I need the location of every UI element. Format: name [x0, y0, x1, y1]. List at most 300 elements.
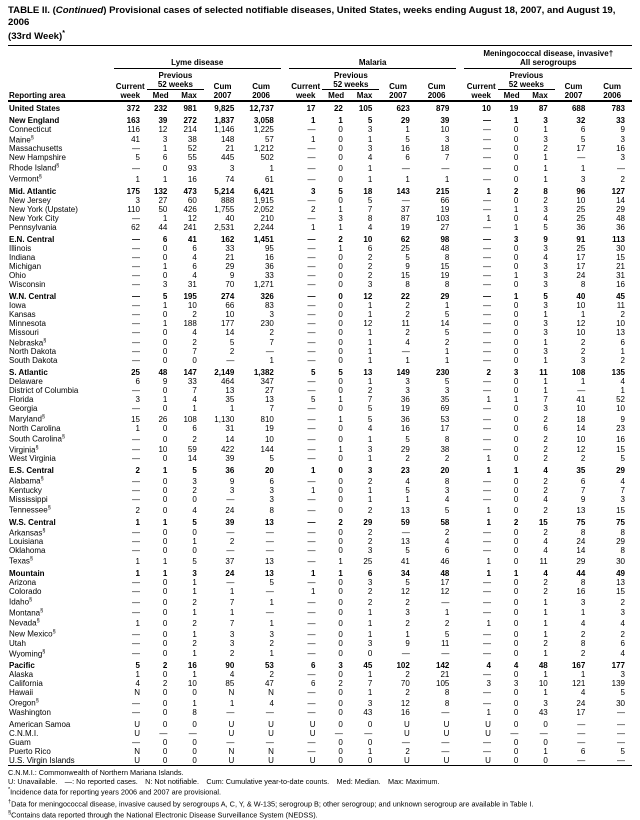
value-cell: 10: [363, 234, 373, 244]
column-gap: [456, 101, 464, 113]
value-cell: 3: [444, 485, 450, 495]
value-cell: 1: [192, 577, 197, 587]
value-cell: 1: [367, 377, 373, 387]
value-cell: —: [226, 494, 235, 504]
column-gap: [456, 214, 464, 223]
value-cell: 0: [513, 356, 519, 366]
table-row: [8, 555, 632, 566]
value-cell: —: [188, 728, 197, 738]
value-cell: 0: [513, 688, 519, 698]
value-cell: —: [131, 318, 140, 328]
value-cell: 7: [269, 404, 274, 414]
value-cell: 0: [338, 309, 343, 319]
value-cell: 17: [576, 261, 586, 271]
value-cell: 2: [543, 144, 548, 154]
value-cell: 66: [225, 300, 235, 310]
value-cell: 0: [367, 719, 373, 729]
column-gap: [281, 262, 289, 271]
value-cell: 144: [260, 445, 274, 455]
reporting-area-cell: South Carolina§: [9, 433, 65, 444]
value-cell: 1: [486, 707, 491, 717]
value-cell: —: [226, 707, 235, 717]
column-gap: [456, 144, 464, 153]
value-cell: 16: [187, 661, 197, 671]
reporting-area-cell: Illinois: [9, 243, 32, 253]
value-cell: 1: [543, 174, 548, 184]
nedss-marker: §: [40, 476, 44, 483]
value-cell: 6: [269, 476, 274, 486]
value-cell: 1: [192, 404, 197, 414]
value-cell: —: [482, 300, 491, 310]
value-cell: 9: [620, 124, 625, 134]
value-cell: 13: [264, 395, 274, 405]
table-row: [8, 587, 632, 596]
value-cell: 1: [229, 586, 235, 596]
value-cell: 16: [576, 586, 586, 596]
value-cell: 3: [620, 608, 625, 618]
value-cell: 1: [367, 327, 373, 337]
value-cell: 75: [576, 517, 586, 527]
value-cell: —: [482, 234, 491, 244]
value-cell: 2: [543, 476, 548, 486]
value-cell: —: [617, 164, 625, 173]
value-cell: 502: [260, 153, 274, 163]
value-cell: —: [131, 386, 140, 396]
value-cell: 103: [436, 213, 450, 223]
value-cell: 0: [513, 423, 519, 433]
table-row: [8, 738, 632, 747]
value-cell: 1: [338, 115, 343, 125]
value-cell: 19: [264, 423, 274, 433]
value-cell: 62: [131, 222, 140, 232]
value-cell: 4: [580, 618, 586, 628]
value-cell: 1: [162, 261, 168, 271]
value-cell: 6: [444, 546, 450, 556]
column-gap: [281, 319, 289, 328]
value-cell: 1: [444, 608, 450, 618]
value-cell: —: [482, 577, 491, 587]
column-gap: [456, 253, 464, 262]
value-cell: 7: [229, 618, 235, 628]
value-cell: 0: [162, 347, 168, 357]
nedss-marker: §: [29, 556, 33, 563]
value-cell: —: [131, 649, 140, 659]
value-cell: —: [265, 707, 274, 717]
column-gap: [456, 679, 464, 688]
value-cell: 20: [264, 466, 274, 476]
value-cell: —: [482, 586, 491, 596]
value-cell: N: [228, 688, 235, 698]
value-cell: 0: [338, 195, 343, 205]
value-cell: 4: [269, 698, 274, 708]
value-cell: 2: [543, 577, 548, 587]
table-row: [8, 232, 632, 244]
value-cell: 0: [513, 577, 519, 587]
value-cell: 5: [229, 338, 235, 348]
value-cell: 0: [338, 454, 343, 464]
value-cell: 12: [400, 698, 410, 708]
value-cell: 59: [187, 445, 197, 455]
value-cell: 61: [264, 174, 274, 184]
value-cell: 5: [620, 688, 625, 698]
value-cell: 87: [538, 103, 548, 113]
column-gap: [456, 697, 464, 708]
value-cell: —: [131, 494, 140, 504]
nedss-marker: §: [40, 607, 44, 614]
value-cell: 1: [444, 347, 450, 357]
value-cell: 5: [311, 395, 316, 405]
value-cell: 53: [264, 661, 274, 671]
value-cell: 2: [543, 586, 548, 596]
value-cell: 5: [367, 404, 373, 414]
value-cell: 0: [513, 174, 519, 184]
column-gap: [281, 566, 289, 578]
value-cell: 0: [162, 476, 168, 486]
table-row: [8, 310, 632, 319]
column-gap: [456, 596, 464, 607]
value-cell: 0: [192, 746, 197, 756]
value-cell: 1: [543, 309, 548, 319]
value-cell: —: [307, 517, 316, 527]
reporting-area-cell: U.S. Virgin Islands: [9, 755, 75, 765]
value-cell: 6: [367, 243, 373, 253]
value-cell: —: [307, 528, 316, 538]
value-cell: 2: [311, 204, 316, 214]
header-line: 2007: [564, 90, 583, 100]
value-cell: 17: [306, 103, 316, 113]
value-cell: 1: [367, 174, 373, 184]
value-cell: 3: [311, 186, 316, 196]
column-gap: [281, 596, 289, 607]
table-row: [8, 413, 632, 424]
value-cell: 23: [400, 466, 410, 476]
value-cell: 102: [396, 661, 410, 671]
value-cell: 10: [482, 103, 491, 113]
table-row: [8, 463, 632, 475]
value-cell: 230: [436, 368, 450, 378]
value-cell: 2: [405, 454, 410, 464]
title-part1: TABLE II. (: [8, 5, 56, 16]
value-cell: 8: [444, 252, 450, 262]
value-cell: 3: [269, 485, 274, 495]
value-cell: 10: [576, 327, 586, 337]
table-row: [8, 546, 632, 555]
title-divider-rule: [8, 45, 632, 46]
value-cell: 3: [543, 279, 548, 289]
table-row: [8, 527, 632, 538]
value-cell: 3: [444, 135, 450, 145]
value-cell: —: [482, 537, 491, 547]
table-row: [8, 578, 632, 587]
value-cell: —: [307, 556, 316, 566]
value-cell: 0: [192, 546, 197, 556]
value-cell: 5: [192, 517, 197, 527]
value-cell: 12: [187, 213, 197, 223]
value-cell: —: [131, 577, 140, 587]
value-cell: —: [307, 434, 316, 444]
value-cell: 10: [576, 195, 586, 205]
column-gap: [281, 555, 289, 566]
value-cell: 5: [162, 291, 168, 301]
value-cell: 473: [183, 186, 197, 196]
value-cell: 9: [162, 377, 168, 387]
footnote-marker: †: [8, 798, 12, 805]
value-cell: 1: [338, 414, 343, 424]
table-row: [8, 639, 632, 648]
column-gap: [281, 628, 289, 639]
column-gap: [281, 205, 289, 214]
value-cell: 11: [539, 556, 548, 566]
value-cell: 1: [513, 204, 519, 214]
value-cell: —: [307, 377, 316, 387]
value-cell: 0: [513, 164, 519, 173]
value-cell: 0: [162, 670, 168, 680]
value-cell: —: [482, 698, 491, 708]
header-line: Cum: [427, 81, 446, 91]
value-cell: 2: [367, 505, 373, 515]
value-cell: 8: [580, 638, 586, 648]
value-cell: —: [482, 414, 491, 424]
value-cell: U: [228, 728, 235, 738]
value-cell: 3: [513, 368, 519, 378]
reporting-area-cell: Guam: [9, 737, 31, 747]
value-cell: 6: [580, 124, 586, 134]
value-cell: 464: [220, 377, 235, 387]
value-cell: —: [441, 649, 450, 659]
value-cell: 0: [338, 144, 343, 154]
value-cell: 1: [486, 454, 491, 464]
value-cell: U: [443, 719, 450, 729]
header-line: 52 weeks: [333, 79, 369, 89]
value-cell: 3: [580, 356, 586, 366]
value-cell: 2: [620, 309, 625, 319]
value-cell: 29: [616, 466, 625, 476]
nedss-marker: §: [61, 433, 65, 440]
value-cell: 3: [513, 234, 519, 244]
header-line: 2006: [603, 90, 622, 100]
value-cell: N: [268, 746, 274, 756]
value-cell: 2: [229, 649, 235, 659]
value-cell: 2: [229, 347, 235, 357]
col-header-max: Max: [525, 89, 554, 101]
column-gap: [281, 223, 289, 232]
reporting-area-cell: Kentucky: [9, 485, 42, 495]
reporting-area-cell: Pacific: [9, 661, 35, 671]
value-cell: U: [228, 755, 235, 765]
value-cell: —: [482, 174, 491, 184]
value-cell: 215: [436, 186, 450, 196]
value-cell: 70: [400, 679, 410, 689]
group-title-line1: Meningococcal disease, invasive†: [483, 48, 614, 58]
value-cell: 8: [444, 698, 450, 708]
value-cell: 347: [260, 377, 274, 387]
column-gap: [281, 328, 289, 337]
value-cell: 52: [187, 144, 197, 154]
table-row: [8, 271, 632, 280]
value-cell: 0: [513, 638, 519, 648]
value-cell: 47: [264, 679, 274, 689]
value-cell: 10: [225, 309, 235, 319]
column-gap: [281, 433, 289, 444]
value-cell: 0: [513, 318, 519, 328]
value-cell: 21: [616, 261, 625, 271]
value-cell: 0: [338, 434, 343, 444]
value-cell: —: [226, 528, 235, 538]
value-cell: 48: [440, 568, 450, 578]
column-gap: [281, 679, 289, 688]
value-cell: —: [159, 728, 168, 738]
value-cell: 1: [162, 213, 168, 223]
reporting-area-cell: West Virginia: [9, 454, 56, 464]
table-row: [8, 688, 632, 697]
reporting-area-cell: C.N.M.I.: [9, 728, 39, 738]
value-cell: —: [131, 279, 140, 289]
value-cell: 8: [269, 505, 274, 515]
value-cell: 121: [571, 679, 586, 689]
value-cell: 0: [338, 404, 343, 414]
value-cell: —: [482, 164, 491, 173]
value-cell: 0: [338, 318, 343, 328]
column-gap: [456, 289, 464, 301]
value-cell: —: [482, 445, 491, 455]
value-cell: 4: [543, 466, 548, 476]
value-cell: 0: [162, 597, 168, 607]
value-cell: 274: [220, 291, 235, 301]
value-cell: 15: [131, 414, 140, 424]
value-cell: —: [577, 728, 586, 738]
value-cell: 1: [444, 356, 450, 366]
value-cell: 5: [311, 368, 316, 378]
value-cell: 108: [183, 414, 197, 424]
column-gap: [456, 717, 464, 729]
column-gap: [281, 697, 289, 708]
column-gap: [281, 162, 289, 173]
column-gap: [456, 537, 464, 546]
value-cell: 1: [513, 115, 519, 125]
value-cell: 58: [440, 517, 450, 527]
value-cell: 0: [162, 505, 168, 515]
table-row: [8, 708, 632, 717]
value-cell: 4: [192, 327, 197, 337]
value-cell: 688: [571, 103, 586, 113]
value-cell: 1: [444, 174, 450, 184]
header-line: Current: [291, 81, 321, 91]
value-cell: 195: [183, 291, 197, 301]
value-cell: 2: [405, 327, 410, 337]
value-cell: 0: [338, 261, 343, 271]
value-cell: 53: [440, 414, 450, 424]
table-row: [8, 365, 632, 377]
table-row: [8, 173, 632, 184]
value-cell: 3: [367, 577, 373, 587]
column-gap: [281, 537, 289, 546]
column-gap: [281, 546, 289, 555]
value-cell: 0: [192, 494, 197, 504]
value-cell: 5: [338, 186, 343, 196]
value-cell: 5: [620, 454, 625, 464]
value-cell: —: [482, 629, 491, 639]
reporting-area-cell: Florida: [9, 395, 34, 405]
value-cell: 2: [192, 434, 197, 444]
value-cell: 10: [158, 445, 168, 455]
value-cell: 4: [367, 222, 373, 232]
group-header-meningococcal: [464, 49, 632, 69]
value-cell: 2: [580, 454, 586, 464]
value-cell: 5: [192, 466, 197, 476]
table-body: [8, 101, 632, 766]
value-cell: 2: [405, 309, 410, 319]
value-cell: 1: [162, 466, 168, 476]
value-cell: 6: [311, 679, 316, 689]
value-cell: 0: [513, 327, 519, 337]
value-cell: 1: [367, 494, 373, 504]
value-cell: 1: [580, 309, 586, 319]
value-cell: —: [131, 234, 140, 244]
value-cell: 4: [367, 153, 373, 163]
value-cell: —: [482, 135, 491, 145]
value-cell: 0: [192, 356, 197, 366]
col-header-current-week: [114, 68, 147, 101]
value-cell: 2: [192, 618, 197, 628]
value-cell: —: [307, 279, 316, 289]
table-row: [8, 301, 632, 310]
value-cell: 1: [367, 688, 373, 698]
value-cell: 4: [367, 423, 373, 433]
value-cell: U: [309, 719, 316, 729]
value-cell: 10: [576, 404, 586, 414]
value-cell: 5: [543, 291, 548, 301]
value-cell: 1: [367, 300, 373, 310]
value-cell: —: [307, 291, 316, 301]
column-gap: [456, 566, 464, 578]
value-cell: 810: [260, 414, 274, 424]
value-cell: 3: [405, 608, 410, 618]
value-cell: 0: [162, 164, 168, 173]
column-gap: [281, 463, 289, 475]
column-gap: [281, 377, 289, 386]
col-header-cum-2006: [592, 68, 632, 101]
value-cell: N: [268, 688, 274, 698]
value-cell: 83: [264, 300, 274, 310]
value-cell: 0: [162, 494, 168, 504]
footnote-line: §Contains data reported through the National Electronic Disease Surveillance System (NEDSS).: [8, 809, 318, 820]
value-cell: 5: [405, 577, 410, 587]
value-cell: 139: [611, 679, 625, 689]
value-cell: —: [441, 746, 450, 756]
column-gap: [456, 404, 464, 413]
value-cell: 35: [440, 395, 450, 405]
reporting-area-cell: Iowa: [9, 300, 26, 310]
value-cell: 2: [367, 386, 373, 396]
col-header-cum-2006: [417, 68, 457, 101]
value-cell: 8: [444, 434, 450, 444]
value-cell: 1: [135, 517, 140, 527]
column-gap: [281, 747, 289, 756]
reporting-area-cell: S. Atlantic: [9, 368, 48, 378]
value-cell: 0: [162, 719, 168, 729]
table-row: [8, 356, 632, 365]
value-cell: 18: [576, 414, 586, 424]
table-row: [8, 153, 632, 162]
value-cell: 326: [260, 291, 274, 301]
value-cell: 1: [367, 338, 373, 348]
column-gap: [281, 756, 289, 766]
column-gap: [456, 738, 464, 747]
value-cell: 16: [616, 144, 625, 154]
value-cell: 0: [513, 153, 519, 163]
column-gap: [456, 747, 464, 756]
value-cell: 1: [367, 670, 373, 680]
